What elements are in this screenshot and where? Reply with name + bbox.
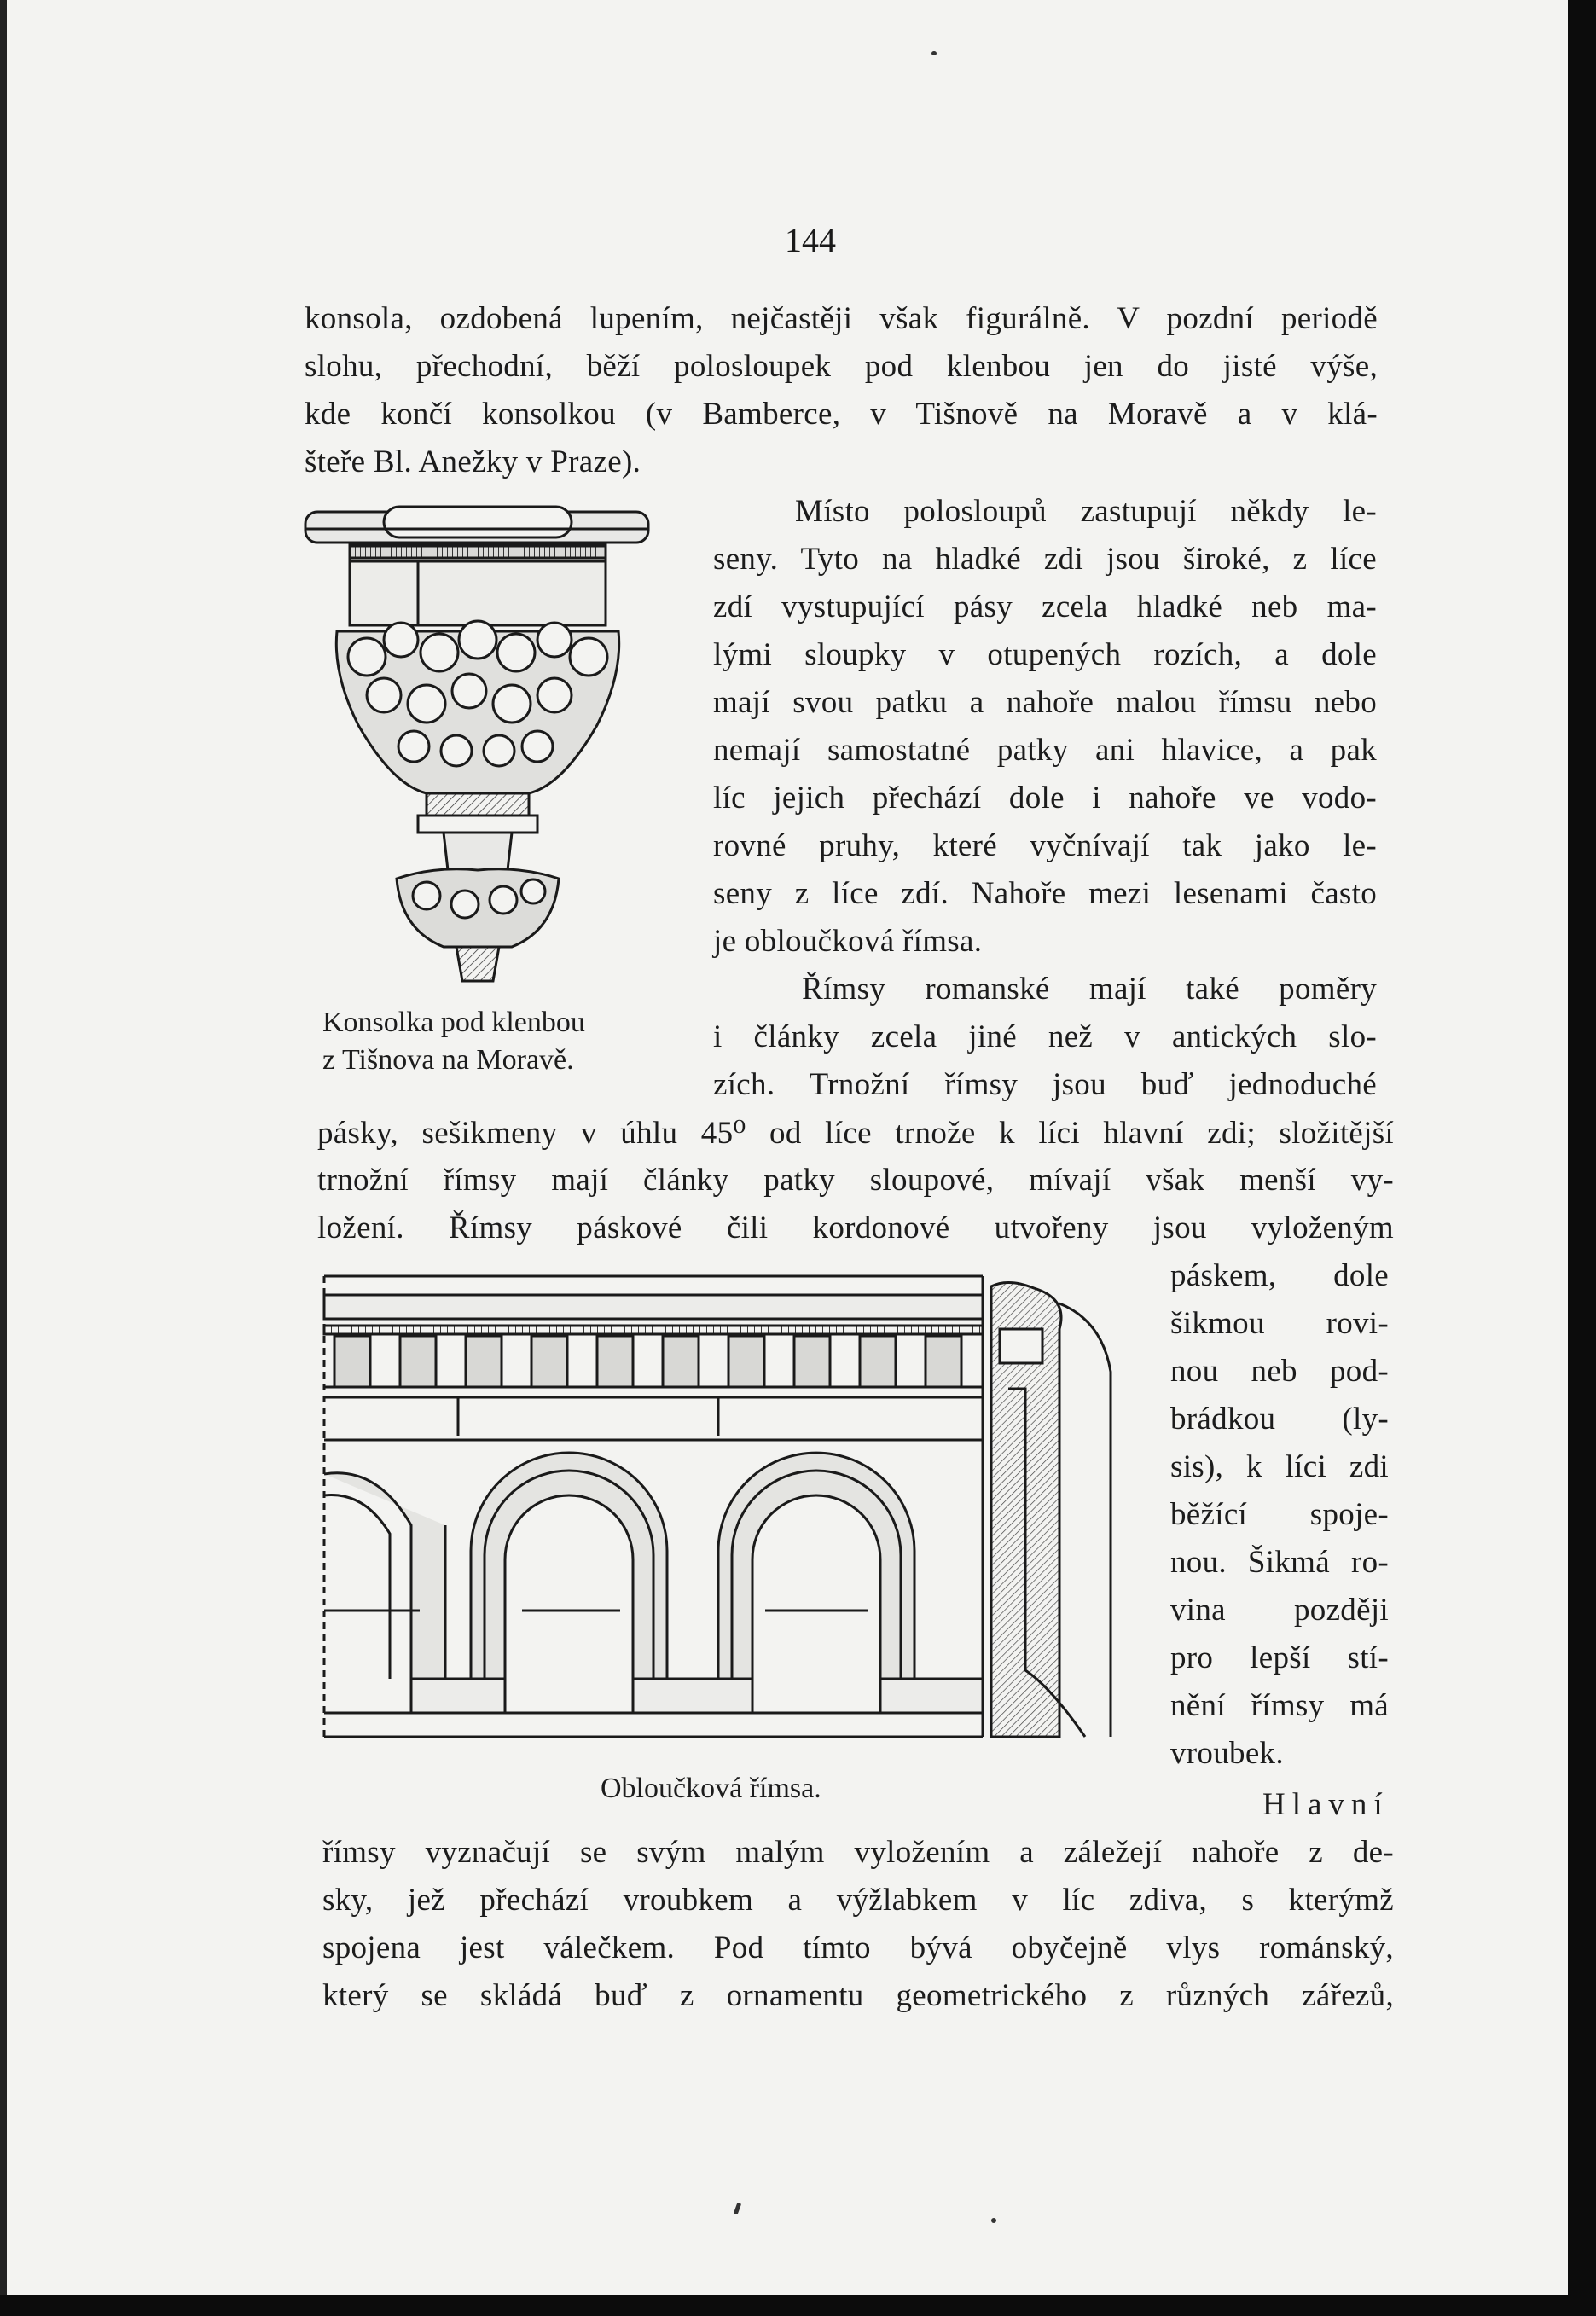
text-line-side1-2: seny. Tyto na hladké zdi jsou široké, z líce bbox=[713, 542, 1377, 577]
scan-speck bbox=[991, 2218, 996, 2223]
figure-arched-frieze-caption: Obloučková římsa. bbox=[601, 1773, 821, 1804]
text-line-side2-10: nění římsy má bbox=[1170, 1688, 1389, 1723]
text-line-mid-1: pásky, sešikmeny v úhlu 45⁰ od líce trnože k líci hlavní zdi; složitější bbox=[317, 1116, 1394, 1151]
text-line-bottom-2: sky, jež přechází vroubkem a výžlabkem v líc zdiva, s kterýmž bbox=[322, 1883, 1394, 1918]
text-line-side1-7: líc jejich přechází dole i nahoře ve vodo- bbox=[713, 781, 1377, 816]
figure-arched-frieze-illustration bbox=[317, 1269, 1119, 1743]
text-line-side1-8: rovné pruhy, které vyčnívají tak jako le- bbox=[713, 828, 1377, 863]
scan-edge-bottom bbox=[0, 2295, 1596, 2316]
text-line-side2-6: běžící spoje- bbox=[1170, 1497, 1389, 1532]
figure-console-caption-line-1: Konsolka pod klenbou bbox=[322, 1007, 585, 1038]
text-line-mid-2: trnožní římsy mají články patky sloupové, mívají však menší vy- bbox=[317, 1163, 1394, 1198]
page-number: 144 bbox=[785, 221, 836, 259]
text-line-side2-4: brádkou (ly- bbox=[1170, 1402, 1389, 1437]
text-line-side2-1: páskem, dole bbox=[1170, 1258, 1389, 1293]
figure-console-illustration bbox=[299, 503, 657, 998]
text-line-side2-8: vina později bbox=[1170, 1593, 1389, 1628]
text-line-side1-11: Římsy romanské mají také poměry bbox=[802, 972, 1377, 1007]
text-line-side1-4: lými sloupky v otupených rozích, a dole bbox=[713, 637, 1377, 672]
text-line-side2-7: nou. Šikmá ro- bbox=[1170, 1545, 1389, 1580]
text-line-top-4: šteře Bl. Anežky v Praze). bbox=[305, 444, 641, 479]
text-line-side2-9: pro lepší stí- bbox=[1170, 1640, 1389, 1675]
text-line-side1-1: Místo polosloupů zastupují někdy le- bbox=[795, 494, 1377, 529]
text-line-side1-12: i články zcela jiné než v antických slo- bbox=[713, 1019, 1377, 1054]
text-line-top-3: kde končí konsolkou (v Bamberce, v Tišnově na Moravě a v klá- bbox=[305, 397, 1378, 432]
scan-edge-right bbox=[1568, 0, 1596, 2316]
text-line-side1-6: nemají samostatné patky ani hlavice, a pak bbox=[713, 733, 1377, 768]
text-line-bottom-1: římsy vyznačují se svým malým vyložením a záležejí nahoře z de- bbox=[322, 1835, 1394, 1870]
scan-edge-left bbox=[0, 0, 7, 2316]
text-line-side2-2: šikmou rovi- bbox=[1170, 1306, 1389, 1341]
text-line-side1-10: je obloučková římsa. bbox=[713, 924, 983, 959]
text-line-top-1: konsola, ozdobená lupením, nejčastěji však figurálně. V pozdní periodě bbox=[305, 301, 1378, 336]
text-line-mid-3: ložení. Římsy páskové čili kordonové utvořeny jsou vyloženým bbox=[317, 1210, 1394, 1245]
text-line-top-2: slohu, přechodní, běží polosloupek pod klenbou jen do jisté výše, bbox=[305, 349, 1378, 384]
scan-speck bbox=[931, 51, 937, 55]
text-line-side2-5: sis), k líci zdi bbox=[1170, 1449, 1389, 1484]
text-line-side2-3: nou neb pod- bbox=[1170, 1354, 1389, 1389]
text-line-bottom-3: spojena jest válečkem. Pod tímto bývá obyčejně vlys románský, bbox=[322, 1930, 1394, 1965]
text-line-side1-5: mají svou patku a nahoře malou římsu nebo bbox=[713, 685, 1377, 720]
text-line-side2-12: Hlavní bbox=[1262, 1787, 1390, 1822]
text-line-side1-13: zích. Trnožní římsy jsou buď jednoduché bbox=[713, 1067, 1377, 1102]
text-line-side1-9: seny z líce zdí. Nahoře mezi lesenami často bbox=[713, 876, 1377, 911]
figure-console-caption-line-2: z Tišnova na Moravě. bbox=[322, 1044, 574, 1076]
text-line-side2-11: vroubek. bbox=[1170, 1736, 1284, 1771]
text-line-side1-3: zdí vystupující pásy zcela hladké neb ma- bbox=[713, 589, 1377, 624]
text-line-bottom-4: který se skládá buď z ornamentu geometrického z různých zářezů, bbox=[322, 1978, 1394, 2013]
